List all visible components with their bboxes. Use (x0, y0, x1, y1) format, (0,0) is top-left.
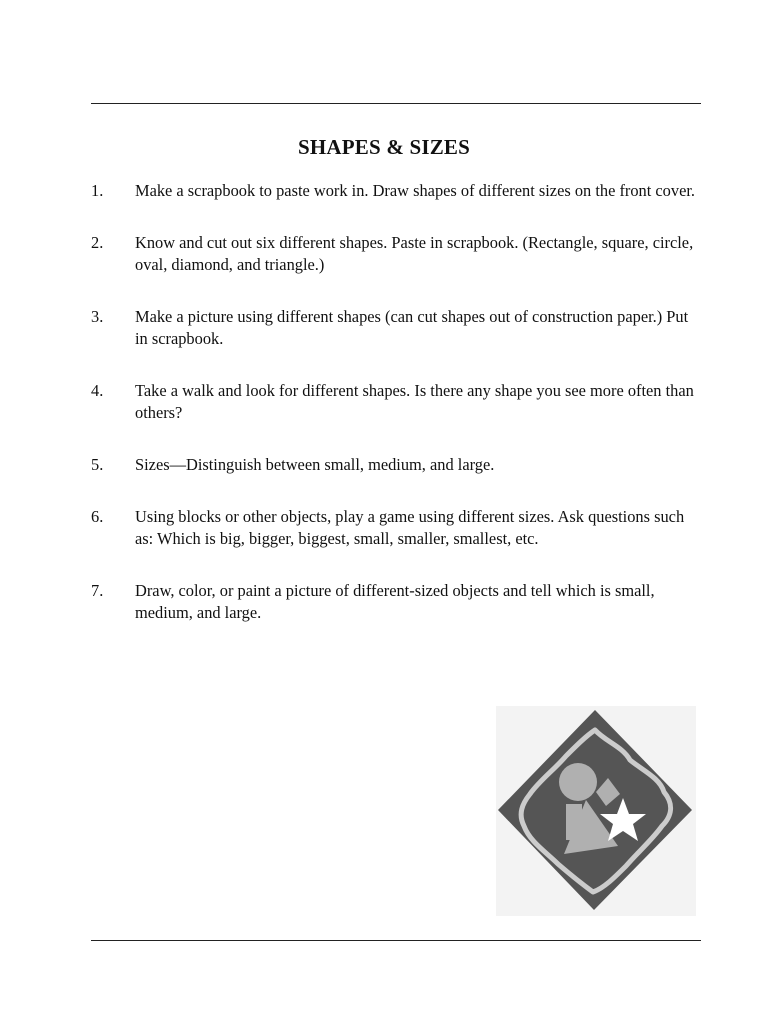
item-number: 4. (91, 381, 104, 400)
badge-diamond (498, 710, 692, 910)
list-item (91, 232, 703, 276)
item-number: 5. (91, 455, 104, 474)
item-number: 6. (91, 507, 104, 526)
item-text: Make a picture using different shapes (can cut shapes out of construction paper.) Put in scrapbook. (135, 307, 689, 348)
item-number: 2. (91, 233, 104, 252)
item-text: Take a walk and look for different shapes. Is there any shape you see more often than others? (135, 381, 694, 422)
item-number: 7. (91, 581, 104, 600)
list-item (91, 380, 703, 424)
shapes-badge-icon (496, 706, 696, 916)
item-text: Draw, color, or paint a picture of different-sized objects and tell which is small, medium, and large. (135, 581, 655, 622)
list-item (91, 580, 703, 624)
list-item (91, 180, 703, 202)
item-text: Using blocks or other objects, play a game using different sizes. Ask questions such as: Which is big, bigger, biggest, small, smaller, smallest, etc. (135, 507, 685, 548)
item-text: Make a scrapbook to paste work in. Draw shapes of different sizes on the front cover. (135, 181, 695, 200)
badge-circle (559, 763, 597, 801)
list-item (91, 506, 703, 550)
bottom-rule (91, 940, 701, 941)
activity-list (91, 180, 703, 654)
item-text: Know and cut out six different shapes. Paste in scrapbook. (Rectangle, square, circle, oval, diamond, and triangle.) (135, 233, 694, 274)
page-title: SHAPES & SIZES (297, 135, 471, 159)
item-text: Sizes—Distinguish between small, medium, and large. (135, 455, 495, 474)
item-number: 3. (91, 307, 104, 326)
top-rule (91, 103, 701, 104)
list-item (91, 306, 703, 350)
list-item (91, 454, 703, 476)
item-number: 1. (91, 181, 104, 200)
